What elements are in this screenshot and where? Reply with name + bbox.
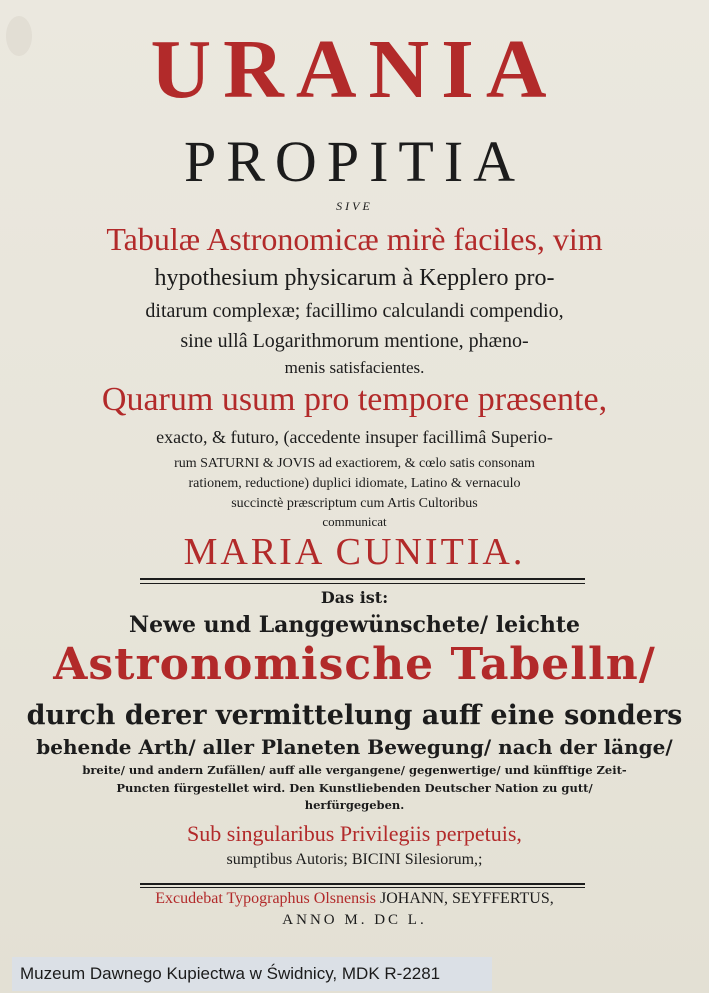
german-line-1: Das ist: [320, 588, 389, 607]
museum-caption: Muzeum Dawnego Kupiectwa w Świdnicy, MDK R-2281 [12, 957, 492, 991]
latin-line-9: rationem, reductione) duplici idiomate, Latino & vernaculo [188, 476, 521, 491]
latin-line-6: Quarum usum pro tempore præsente, [101, 381, 608, 418]
privilege-line-1: Sub singularibus Privilegiis perpetuis, [187, 821, 522, 846]
title-sive: SIVE [336, 199, 373, 213]
imprint-line [0, 891, 709, 907]
german-line-3: Astronomische Tabelln/ [53, 639, 656, 690]
title-propitia: PROPITIA [183, 129, 526, 194]
latin-line-1: Tabulæ Astronomicæ mirè faciles, vim [106, 221, 603, 257]
imprint-prefix: Excudebat Typographus Olsnensis [155, 890, 377, 907]
divider-rule-thin [140, 583, 585, 584]
imprint-year: ANNO M. DC L. [282, 912, 427, 928]
german-line-7: Puncten fürgestellet wird. Den Kunstliebenden Deutscher Nation zu gutt/ [116, 781, 593, 795]
latin-line-8: rum SATURNI & JOVIS ad exactiorem, & cœlo satis consonam [174, 456, 535, 471]
latin-line-5: menis satisfacientes. [284, 358, 425, 377]
author-name: MARIA CUNITIA. [183, 531, 526, 573]
divider-rule-bottom [140, 883, 585, 885]
german-line-2: Newe und Langgewünschete/ leichte [128, 612, 581, 638]
privilege-line-2: sumptibus Autoris; BICINI Silesiorum,; [226, 851, 483, 868]
divider-rule [140, 578, 585, 580]
german-line-5: behende Arth/ aller Planeten Bewegung/ nach der länge/ [36, 735, 673, 759]
title-urania: URANIA [150, 23, 559, 116]
latin-line-2: hypothesium physicarum à Kepplero pro- [154, 265, 555, 291]
german-line-6: breite/ und andern Zufällen/ auff alle vergangene/ gegenwertige/ und künfftige Zeit- [82, 763, 627, 777]
latin-line-3: ditarum complexæ; facillimo calculandi compendio, [145, 300, 564, 322]
imprint-printer: JOHANN, SEYFFERTUS, [380, 890, 554, 907]
latin-line-7: exacto, & futuro, (accedente insuper facillimâ Superio- [156, 427, 553, 447]
german-line-8: herfürgegeben. [304, 798, 405, 812]
german-line-4: durch derer vermittelung auff eine sonders [26, 700, 683, 731]
latin-line-4: sine ullâ Logarithmorum mentione, phæno- [180, 330, 529, 352]
latin-line-11: communicat [322, 514, 387, 529]
divider-rule-bottom-thin [140, 887, 585, 888]
latin-line-10: succinctè præscriptum cum Artis Cultoribus [231, 496, 478, 511]
